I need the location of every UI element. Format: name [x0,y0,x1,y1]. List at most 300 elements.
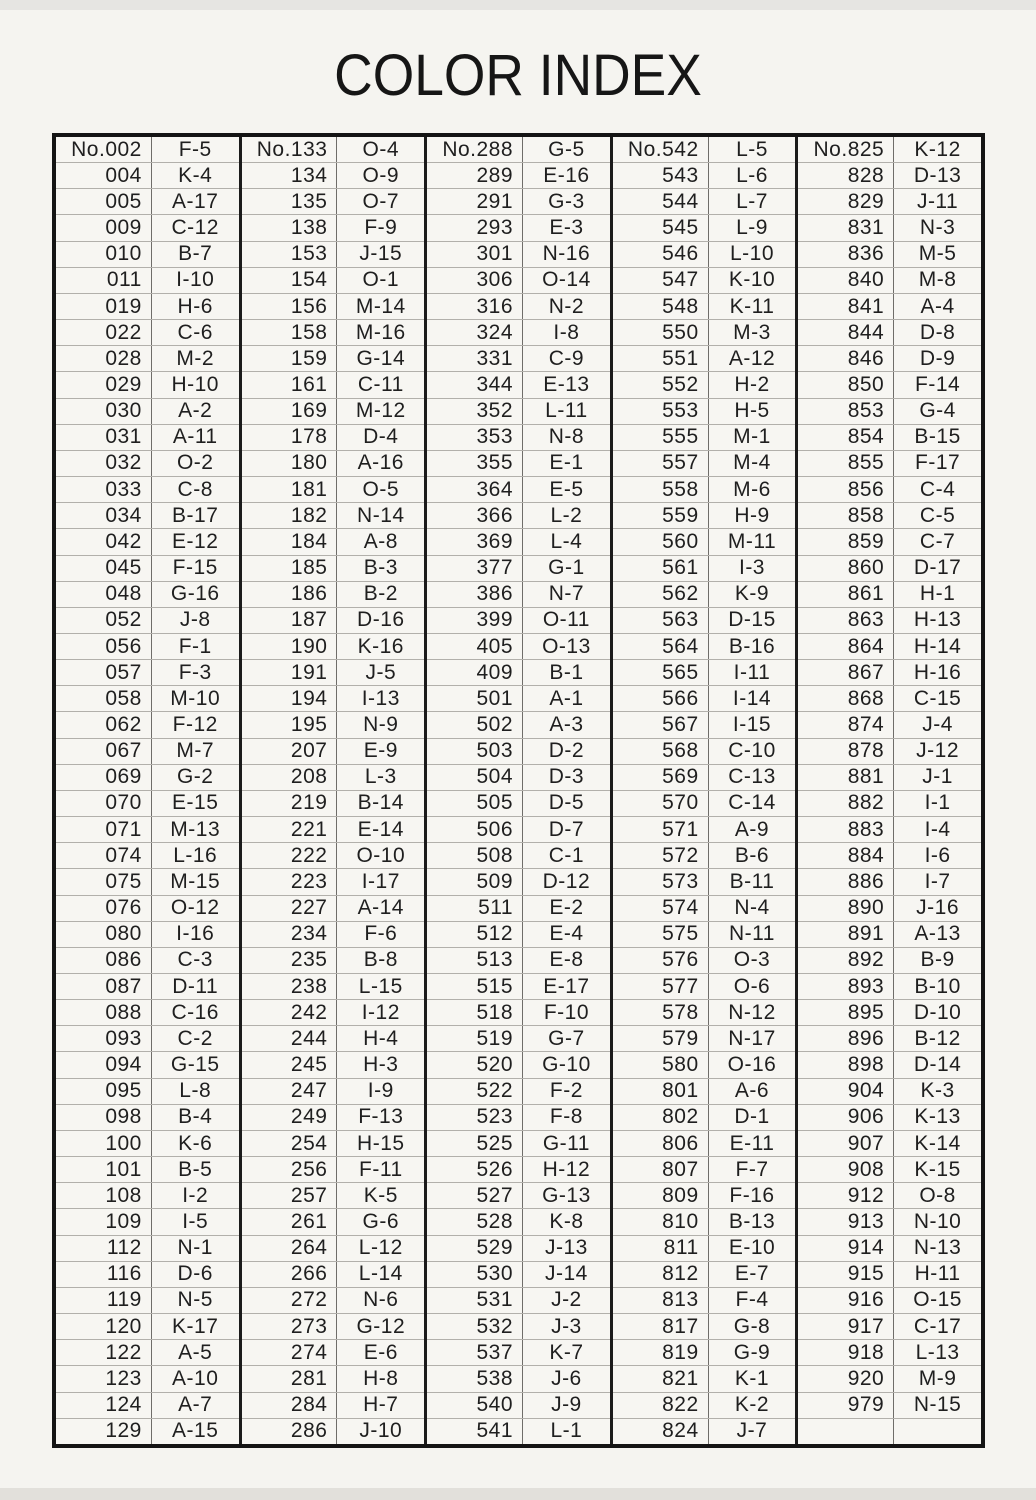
table-row [242,1130,425,1156]
grid-code-cell: L-16 [173,843,218,867]
color-number-cell: 031 [56,425,152,450]
table-row [798,581,981,607]
color-number-cell: 821 [613,1366,709,1391]
table-row [427,1208,610,1234]
grid-code-cell: K-13 [914,1105,961,1129]
grid-code-cell: L-12 [358,1236,403,1260]
table-row [798,973,981,999]
grid-code-cell: J-10 [359,1419,403,1443]
grid-code-cell: E-6 [363,1340,398,1364]
grid-code-cell: K-14 [914,1131,961,1155]
table-row [242,162,425,188]
table-row [242,371,425,397]
grid-code-cell: H-14 [913,634,962,658]
color-number-cell: 138 [242,215,338,240]
color-number-cell: 571 [613,817,709,842]
table-row [613,1104,796,1130]
grid-code-cell: F-7 [735,1157,769,1181]
table-row [798,1392,981,1418]
table-row [56,528,239,554]
grid-code-cell: C-5 [919,503,956,527]
grid-code-cell: A-7 [178,1393,213,1417]
color-number-cell: 306 [427,268,523,293]
color-number-cell: 979 [798,1393,894,1418]
grid-code-cell: J-11 [916,189,959,213]
table-row [798,1313,981,1339]
table-row [242,1287,425,1313]
color-number-cell: 256 [242,1157,338,1182]
index-column-2 [239,137,425,1444]
color-number-cell: 194 [242,686,338,711]
table-row [56,188,239,214]
grid-code-cell: F-14 [915,372,961,396]
table-row [613,1287,796,1313]
grid-code-cell: G-11 [542,1131,590,1155]
grid-code-cell: N-6 [363,1288,399,1312]
grid-code-cell: I-11 [733,660,771,684]
color-number-cell: 881 [798,765,894,790]
grid-code-cell: K-17 [172,1314,219,1338]
grid-code-cell: E-8 [549,948,584,972]
color-number-cell: 844 [798,320,894,345]
color-number-cell: 032 [56,451,152,476]
table-row [56,293,239,319]
table-row [242,450,425,476]
table-row [613,973,796,999]
table-row [613,1235,796,1261]
grid-code-cell: G-10 [542,1053,591,1077]
table-row [427,659,610,685]
table-row [242,607,425,633]
color-number-cell [798,1419,894,1444]
table-row [613,1078,796,1104]
color-number-cell: 548 [613,294,709,319]
grid-code-cell: H-2 [734,372,770,396]
table-row [56,999,239,1025]
grid-code-cell: A-1 [549,686,584,710]
grid-code-cell: G-2 [176,765,214,789]
table-row [242,188,425,214]
table-row [56,555,239,581]
color-number-cell: 907 [798,1131,894,1156]
color-number-cell: 501 [427,686,523,711]
table-row [242,1078,425,1104]
grid-code-cell: B-3 [363,556,398,580]
grid-code-cell: B-9 [920,948,955,972]
color-number-cell: 543 [613,163,709,188]
color-number-cell: 094 [56,1052,152,1077]
grid-code-cell: O-5 [362,477,400,501]
grid-code-cell: G-5 [548,137,585,161]
color-number-cell: 917 [798,1314,894,1339]
table-row [56,1130,239,1156]
grid-code-cell: D-6 [177,1262,213,1286]
color-number-cell: 135 [242,189,338,214]
color-number-cell: 010 [56,242,152,267]
grid-code-cell: D-15 [728,608,776,632]
table-row [798,1078,981,1104]
table-row [798,764,981,790]
table-row [242,1261,425,1287]
table-row [427,1287,610,1313]
grid-code-cell: C-10 [728,739,776,763]
table-row [613,1156,796,1182]
table-row [56,581,239,607]
grid-code-cell: L-13 [915,1340,960,1364]
grid-code-cell: D-3 [548,765,585,789]
table-row [798,816,981,842]
grid-code-cell: G-6 [362,1209,400,1233]
table-row [56,842,239,868]
grid-code-cell: H-8 [363,1366,399,1390]
table-row [798,450,981,476]
table-row [427,1182,610,1208]
grid-code-cell: N-15 [913,1393,962,1417]
color-number-cell: 906 [798,1105,894,1130]
grid-code-cell: O-13 [542,634,591,658]
grid-code-cell: D-13 [913,163,962,187]
grid-code-cell: C-8 [177,477,213,501]
table-row [798,1208,981,1234]
table-row [613,345,796,371]
table-row [798,738,981,764]
color-number-cell: 550 [613,320,709,345]
color-number-cell: 892 [798,948,894,973]
color-number-cell: 841 [798,294,894,319]
table-row [56,1287,239,1313]
table-row [798,1130,981,1156]
grid-code-cell: M-8 [918,268,957,292]
grid-code-cell: M-16 [355,320,406,344]
grid-code-cell: B-2 [363,582,398,606]
grid-code-cell: O-1 [362,268,400,292]
table-row [613,1051,796,1077]
grid-code-cell: J-16 [916,896,960,920]
grid-code-cell: K-4 [178,163,213,187]
table-row [242,816,425,842]
color-number-cell: 052 [56,608,152,633]
grid-code-cell: N-1 [177,1236,213,1260]
color-number-cell: 551 [613,346,709,371]
color-number-cell: 030 [56,399,152,424]
grid-code-cell: C-17 [913,1314,962,1338]
color-number-cell: 355 [427,451,523,476]
table-row [798,1156,981,1182]
color-number-cell: 565 [613,660,709,685]
color-number-cell: 863 [798,608,894,633]
table-row [427,450,610,476]
table-row [613,1339,796,1365]
table-row [242,790,425,816]
grid-code-cell: L-14 [358,1262,403,1286]
grid-code-cell: O-8 [919,1183,956,1207]
grid-code-cell: G-7 [548,1026,585,1050]
table-row [56,137,239,162]
grid-code-cell: I-6 [924,843,951,867]
grid-code-cell: L-11 [545,399,588,423]
color-number-cell: 552 [613,372,709,397]
table-row [242,555,425,581]
color-number-cell: 859 [798,529,894,554]
table-row [613,1418,796,1444]
grid-code-cell: I-9 [367,1079,394,1103]
table-row [242,999,425,1025]
color-number-cell: 855 [798,451,894,476]
grid-code-cell: G-12 [356,1314,406,1338]
color-number-cell: 561 [613,556,709,581]
color-number-cell: 042 [56,529,152,554]
grid-code-cell: B-10 [914,974,961,998]
color-number-cell: 559 [613,503,709,528]
table-row [427,137,610,162]
table-row [56,502,239,528]
table-row [242,1235,425,1261]
table-row [613,999,796,1025]
color-number-cell: 896 [798,1026,894,1051]
color-number-cell: 904 [798,1079,894,1104]
grid-code-cell: H-10 [171,372,219,396]
table-row [798,1365,981,1391]
table-row [798,790,981,816]
table-row [798,214,981,240]
grid-code-cell: O-3 [733,948,771,972]
color-number-cell: No.825 [798,137,894,162]
color-number-cell: 207 [242,739,338,764]
grid-code-cell: O-15 [913,1288,962,1312]
grid-code-cell: E-15 [172,791,219,815]
color-number-cell: 156 [242,294,338,319]
grid-code-cell: E-3 [549,216,584,240]
color-number-cell: 509 [427,869,523,894]
color-number-cell: 520 [427,1052,523,1077]
table-row [798,1235,981,1261]
table-row [56,1182,239,1208]
table-row [242,1156,425,1182]
color-number-cell: 532 [427,1314,523,1339]
grid-code-cell: L-10 [729,242,775,266]
color-number-cell: 898 [798,1052,894,1077]
table-row [56,450,239,476]
color-number-cell: 801 [613,1079,709,1104]
grid-code-cell: N-2 [548,294,585,318]
grid-code-cell: O-10 [356,843,406,867]
grid-code-cell: J-5 [365,660,397,684]
table-row [613,659,796,685]
grid-code-cell: A-9 [734,817,770,841]
table-row [56,319,239,345]
grid-code-cell: B-11 [729,869,775,893]
table-row [798,921,981,947]
table-row [427,1051,610,1077]
grid-code-cell: F-9 [364,216,398,240]
color-number-cell: 123 [56,1366,152,1391]
grid-code-cell: I-2 [182,1183,209,1207]
table-row [427,1339,610,1365]
color-number-cell: 057 [56,660,152,685]
table-row [242,659,425,685]
grid-code-cell: H-1 [919,582,956,606]
grid-code-cell: I-14 [732,686,772,710]
table-row [613,528,796,554]
table-row [798,345,981,371]
color-number-cell: 056 [56,634,152,659]
grid-code-cell: C-15 [913,686,962,710]
color-number-cell: 508 [427,843,523,868]
table-row [427,1392,610,1418]
grid-code-cell: K-16 [357,634,404,658]
color-number-cell: 513 [427,948,523,973]
table-row [427,685,610,711]
grid-code-cell: M-7 [176,739,215,763]
color-number-cell: 119 [56,1288,152,1313]
color-number-cell: 071 [56,817,152,842]
color-number-cell: 264 [242,1236,338,1261]
grid-code-cell: K-3 [920,1079,955,1103]
color-number-cell: 316 [427,294,523,319]
table-row [613,921,796,947]
grid-code-cell: F-6 [364,922,398,946]
color-number-cell: 048 [56,582,152,607]
color-number-cell: 569 [613,765,709,790]
grid-code-cell: J-13 [544,1236,588,1260]
table-row [56,1104,239,1130]
table-row [427,999,610,1025]
table-row [242,711,425,737]
grid-code-cell: O-11 [542,608,590,632]
grid-code-cell: C-14 [728,791,776,815]
color-number-cell: 062 [56,712,152,737]
table-row [56,1156,239,1182]
table-row [798,607,981,633]
grid-code-cell: C-2 [177,1026,213,1050]
table-row [427,738,610,764]
grid-code-cell: K-10 [728,268,776,292]
grid-code-cell: B-4 [178,1105,213,1129]
table-row [427,947,610,973]
grid-code-cell: I-15 [732,713,772,737]
color-number-cell: 266 [242,1262,338,1287]
grid-code-cell: G-14 [356,346,406,370]
color-number-cell: 836 [798,242,894,267]
table-row [56,1208,239,1234]
grid-code-cell: F-2 [549,1079,583,1103]
color-number-cell: 245 [242,1052,338,1077]
grid-code-cell: K-8 [549,1209,584,1233]
color-number-cell: 544 [613,189,709,214]
grid-code-cell: N-3 [919,216,956,240]
table-row [427,528,610,554]
grid-code-cell: H-16 [913,660,962,684]
grid-code-cell: D-12 [542,869,591,893]
grid-code-cell: J-9 [551,1393,582,1417]
table-row [613,816,796,842]
table-row [242,973,425,999]
grid-code-cell: N-16 [542,242,591,266]
table-row [56,1365,239,1391]
table-row [798,241,981,267]
table-row [613,607,796,633]
table-row [56,241,239,267]
color-number-cell: 557 [613,451,709,476]
grid-code-cell: O-9 [362,163,400,187]
table-row [427,188,610,214]
table-row [798,502,981,528]
color-number-cell: 257 [242,1183,338,1208]
color-number-cell: 195 [242,712,338,737]
color-number-cell: No.133 [242,137,338,162]
grid-code-cell: B-15 [914,425,961,449]
grid-code-cell: M-13 [170,817,221,841]
grid-code-cell: A-4 [920,294,955,318]
table-row [242,1208,425,1234]
grid-code-cell: M-14 [355,294,406,318]
color-number-cell: 011 [56,268,152,293]
grid-code-cell: M-1 [733,425,771,449]
table-row [242,764,425,790]
table-row [613,476,796,502]
grid-code-cell: A-16 [357,451,404,475]
color-number-cell: 567 [613,712,709,737]
table-row [242,528,425,554]
color-number-cell: 568 [613,739,709,764]
color-number-cell: 916 [798,1288,894,1313]
table-row [798,1051,981,1077]
grid-code-cell: B-7 [178,242,213,266]
color-number-cell: 546 [613,242,709,267]
color-number-cell: 247 [242,1079,338,1104]
grid-code-cell: O-2 [176,451,214,475]
grid-code-cell: M-12 [355,399,406,423]
grid-code-cell: F-13 [358,1105,404,1129]
color-number-cell: 577 [613,974,709,999]
grid-code-cell: D-4 [363,425,399,449]
color-number-cell: 272 [242,1288,338,1313]
color-number-cell: 527 [427,1183,523,1208]
table-row [56,1051,239,1077]
grid-code-cell: N-8 [548,425,585,449]
color-number-cell: No.288 [427,137,523,162]
color-number-cell: 811 [613,1236,709,1261]
table-row [56,659,239,685]
grid-code-cell: O-16 [727,1053,777,1077]
grid-code-cell: I-3 [738,556,765,580]
color-number-cell: 101 [56,1157,152,1182]
color-number-cell: 525 [427,1131,523,1156]
table-row [56,973,239,999]
color-number-cell: 112 [56,1236,152,1261]
table-row [427,764,610,790]
color-number-cell: 840 [798,268,894,293]
color-number-cell: 185 [242,556,338,581]
grid-code-cell: N-10 [913,1209,962,1233]
color-number-cell: 523 [427,1105,523,1130]
grid-code-cell: I-7 [924,869,951,893]
color-number-cell: 572 [613,843,709,868]
table-row [242,581,425,607]
table-row [242,1051,425,1077]
grid-code-cell: F-10 [543,1000,589,1024]
color-number-cell: 553 [613,399,709,424]
table-row [427,424,610,450]
table-row [242,1025,425,1051]
index-column-5 [795,137,981,1444]
table-row [798,293,981,319]
table-row [798,711,981,737]
grid-code-cell: M-15 [170,869,221,893]
grid-code-cell: B-5 [178,1157,213,1181]
grid-code-cell: J-7 [736,1419,768,1443]
grid-code-cell: B-16 [728,634,776,658]
